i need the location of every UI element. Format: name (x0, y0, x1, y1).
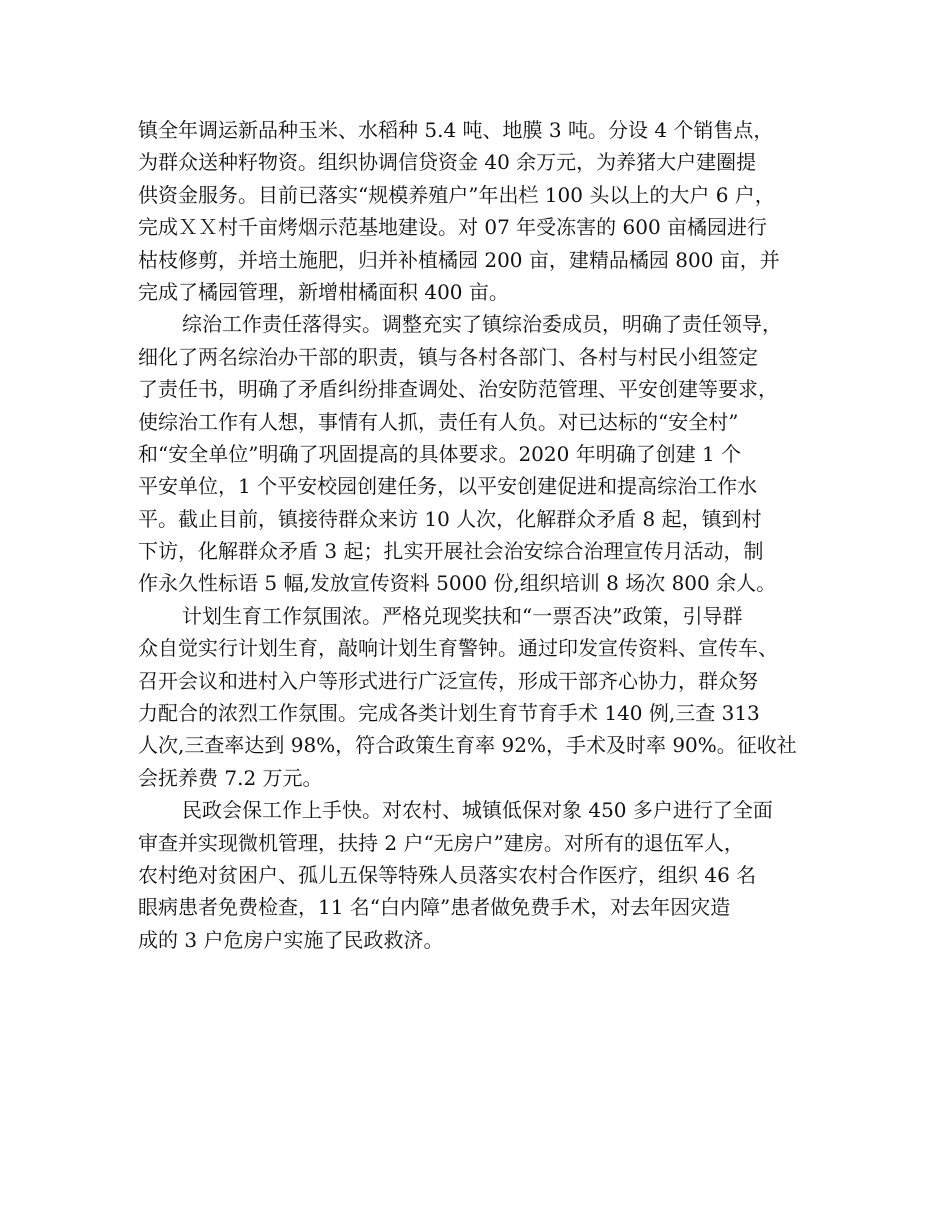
text-line: 综治工作责任落得实。调整充实了镇综治委成员，明确了责任领导， (182, 312, 782, 337)
text-line: 眼病患者免费检查，11 名“白内障”患者做免费手术，对去年因灾造 (138, 895, 731, 920)
text-line: 完成ＸＸ村千亩烤烟示范基地建设。对 07 年受冻害的 600 亩橘园进行 (138, 215, 768, 240)
paragraph-comprehensive-governance (138, 308, 828, 600)
text-line: 完成了橘园管理，新增柑橘面积 400 亩。 (138, 279, 509, 304)
paragraph-agriculture-continued (138, 114, 828, 308)
text-line: 细化了两名综治办干部的职责，镇与各村各部门、各村与村民小组签定 (138, 344, 758, 369)
paragraph-family-planning (138, 600, 828, 794)
text-line: 使综治工作有人想，事情有人抓，责任有人负。对已达标的“安全村” (138, 409, 739, 434)
text-line: 民政会保工作上手快。对农村、城镇低保对象 450 多户进行了全面 (182, 798, 773, 823)
text-line: 下访，化解群众矛盾 3 起；扎实开展社会治安综合治理宣传月活动，制 (138, 539, 764, 564)
text-line: 审查并实现微机管理，扶持 2 户“无房户”建房。对所有的退伍军人， (138, 830, 744, 855)
text-line: 枯枝修剪，并培土施肥，归并补植橘园 200 亩，建精品橘园 800 亩，并 (138, 247, 780, 272)
text-line: 力配合的浓烈工作氛围。完成各类计划生育节育手术 140 例,三查 313 (138, 701, 760, 726)
text-line: 平安单位，1 个平安校园创建任务，以平安创建促进和提高综治工作水 (138, 474, 758, 499)
text-line: 和“安全单位”明确了巩固提高的具体要求。2020 年明确了创建 1 个 (138, 441, 742, 466)
text-line: 人次,三查率达到 98%，符合政策生育率 92%，手术及时率 90%。征收社 (138, 733, 797, 758)
text-line: 成的 3 户危房户实施了民政救济。 (138, 927, 444, 952)
text-line: 农村绝对贫困户、孤儿五保等特殊人员落实农村合作医疗，组织 46 名 (138, 862, 757, 887)
text-line: 众自觉实行计划生育，敲响计划生育警钟。通过印发宣传资料、宣传车、 (138, 636, 778, 661)
body-text (138, 114, 828, 956)
text-line: 镇全年调运新品种玉米、水稻种 5.4 吨、地膜 3 吨。分设 4 个销售点， (138, 118, 774, 142)
text-line: 召开会议和进村入户等形式进行广泛宣传，形成干部齐心协力，群众努 (138, 668, 758, 693)
paragraph-civil-affairs (138, 794, 828, 956)
text-line: 计划生育工作氛围浓。严格兑现奖扶和“一票否决”政策，引导群 (182, 603, 743, 628)
text-line: 了责任书，明确了矛盾纠纷排查调处、治安防范管理、平安创建等要求， (138, 377, 778, 402)
text-line: 会抚养费 7.2 万元。 (138, 765, 323, 790)
text-line: 为群众送种籽物资。组织协调信贷资金 40 余万元，为养猪大户建圈提 (138, 150, 757, 175)
text-line: 平。截止目前，镇接待群众来访 10 人次，化解群众矛盾 8 起，镇到村 (138, 506, 762, 531)
text-line: 作永久性标语 5 幅,发放宣传资料 5000 份,组织培训 8 场次 800 余人。 (138, 571, 777, 596)
text-line: 供资金服务。目前已落实“规模养殖户”年出栏 100 头以上的大户 6 户， (138, 182, 775, 207)
